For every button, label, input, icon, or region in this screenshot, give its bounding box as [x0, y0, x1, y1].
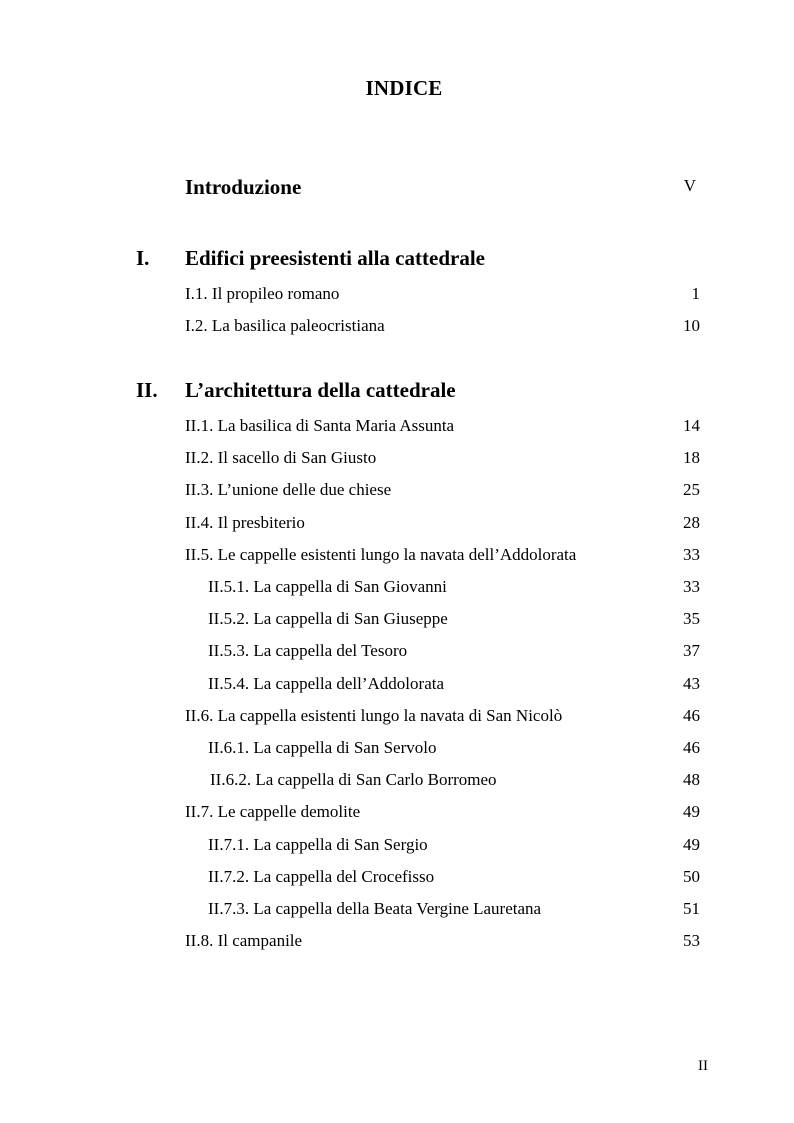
toc-entry-page: 33	[683, 545, 700, 564]
toc-entry-page: 46	[683, 738, 700, 757]
toc-entry-label: I.2. La basilica paleocristiana	[185, 316, 385, 335]
toc-entry-label: II.7.1. La cappella di San Sergio	[208, 835, 428, 854]
toc-entry-label: II.5.3. La cappella del Tesoro	[208, 641, 408, 660]
toc-entry-page: 37	[683, 641, 700, 660]
toc-subentry	[208, 833, 700, 857]
part-number: II.	[136, 378, 158, 402]
part-title: Edifici preesistenti alla cattedrale	[185, 246, 485, 270]
toc-entry-label: II.6.2. La cappella di San Carlo Borromeo	[210, 770, 497, 789]
toc-entry	[185, 800, 700, 824]
toc-entry-page: 50	[683, 867, 700, 886]
toc-entry-label: II.7. Le cappelle demolite	[185, 802, 361, 821]
toc-subentry	[208, 672, 700, 696]
toc-entry-page: 46	[683, 706, 700, 725]
toc-subentry	[208, 607, 700, 631]
toc-entry-label: I.1. Il propileo romano	[185, 284, 340, 303]
toc-entry-page: 35	[683, 609, 700, 628]
toc-entry	[185, 929, 700, 953]
toc-entry-page: 18	[683, 448, 700, 467]
toc-subentry	[210, 768, 700, 792]
toc-entry-label: II.6.1. La cappella di San Servolo	[208, 738, 437, 757]
toc-entry	[185, 704, 700, 728]
toc-entry-label: II.6. La cappella esistenti lungo la navata di San Nicolò	[185, 706, 563, 725]
toc-introduction-page: V	[683, 176, 696, 195]
toc-entry-page: 53	[683, 931, 700, 950]
toc-entry-label: II.7.3. La cappella della Beata Vergine Lauretana	[208, 899, 542, 918]
toc-subentry	[208, 865, 700, 889]
part-number: I.	[136, 246, 150, 270]
toc-entry-label: II.5. Le cappelle esistenti lungo la navata dell’Addolorata	[185, 545, 577, 564]
toc-entry-page: 10	[683, 316, 700, 335]
part-title: L’architettura della cattedrale	[185, 378, 456, 402]
toc-subentry	[208, 639, 700, 663]
toc-entry-label: II.5.1. La cappella di San Giovanni	[208, 577, 447, 596]
toc-entry	[185, 511, 700, 535]
toc-entry-label: II.7.2. La cappella del Crocefisso	[208, 867, 435, 886]
toc-entry-page: 43	[683, 674, 700, 693]
toc-subentry	[208, 736, 700, 760]
toc-entry	[185, 414, 700, 438]
toc-entry	[185, 543, 700, 567]
toc-entry-page: 51	[683, 899, 700, 918]
toc-entry-label: II.3. L’unione delle due chiese	[185, 480, 392, 499]
toc-entry	[185, 282, 700, 306]
toc-entry-page: 49	[683, 835, 700, 854]
toc-entry	[185, 314, 700, 338]
toc-entry-label: II.1. La basilica di Santa Maria Assunta	[185, 416, 455, 435]
toc-entry-label: II.8. Il campanile	[185, 931, 303, 950]
page-title: INDICE	[365, 76, 443, 100]
toc-entry-label: II.5.2. La cappella di San Giuseppe	[208, 609, 448, 628]
toc-entry	[185, 478, 700, 502]
toc-entry-page: 14	[683, 416, 700, 435]
toc-entry-page: 1	[691, 284, 700, 303]
toc-entry	[185, 446, 700, 470]
toc-entry-page: 28	[683, 513, 700, 532]
toc-entry-page: 49	[683, 802, 700, 821]
toc-subentry	[208, 897, 700, 921]
toc-entry-page: 25	[683, 480, 700, 499]
toc-entry-page: 33	[683, 577, 700, 596]
toc-introduction-label: Introduzione	[185, 175, 302, 199]
toc-entry-page: 48	[683, 770, 700, 789]
toc-subentry	[208, 575, 700, 599]
toc-entry-label: II.5.4. La cappella dell’Addolorata	[208, 674, 445, 693]
page-number: II	[698, 1058, 708, 1074]
toc-entry-label: II.2. Il sacello di San Giusto	[185, 448, 377, 467]
toc-entry-label: II.4. Il presbiterio	[185, 513, 305, 532]
